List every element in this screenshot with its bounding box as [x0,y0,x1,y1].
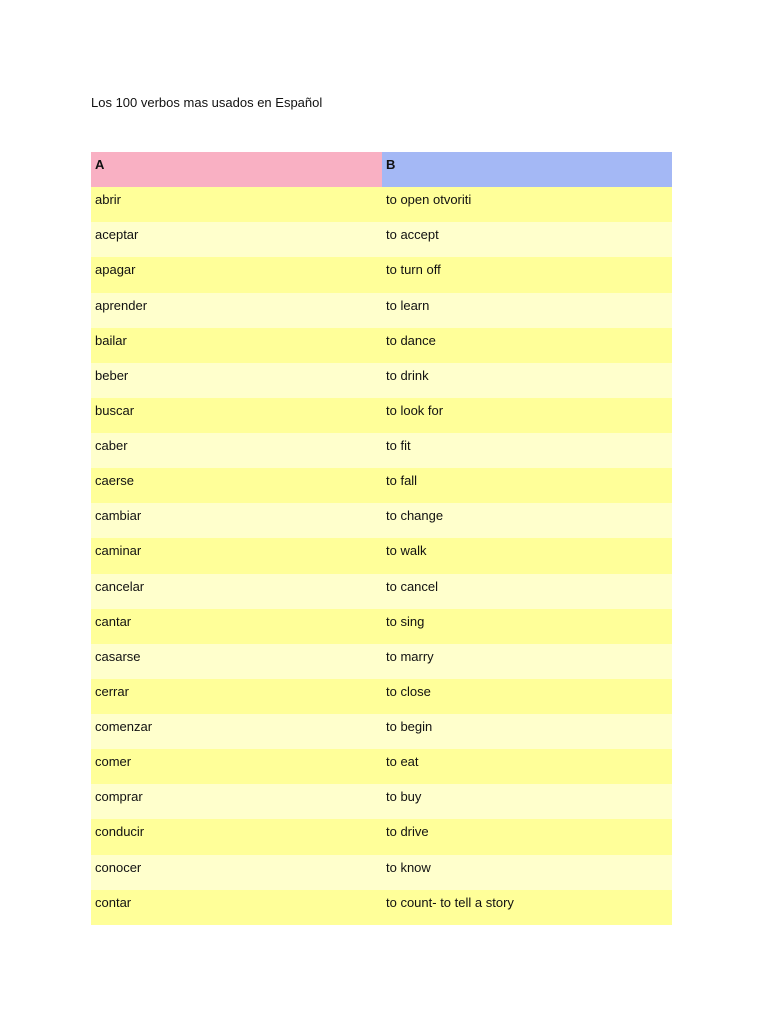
spanish-verb-cell: casarse [91,644,382,679]
english-translation-cell: to know [382,855,672,890]
table-row [91,679,672,714]
column-header-a: A [91,152,382,187]
spanish-verb-cell: cerrar [91,679,382,714]
spanish-verb-cell: abrir [91,187,382,222]
spanish-verb-cell: apagar [91,257,382,292]
english-translation-cell: to learn [382,293,672,328]
english-translation-cell: to drive [382,819,672,854]
spanish-verb-cell: conocer [91,855,382,890]
table-row [91,890,672,925]
table-row [91,398,672,433]
column-header-b: B [382,152,672,187]
table-row [91,468,672,503]
spanish-verb-cell: caerse [91,468,382,503]
table-row [91,222,672,257]
english-translation-cell: to sing [382,609,672,644]
table-row [91,609,672,644]
table-row [91,749,672,784]
spanish-verb-cell: comprar [91,784,382,819]
spanish-verb-cell: comer [91,749,382,784]
english-translation-cell: to fit [382,433,672,468]
table-row [91,293,672,328]
spanish-verb-cell: contar [91,890,382,925]
table-row [91,644,672,679]
english-translation-cell: to dance [382,328,672,363]
page-title: Los 100 verbos mas usados en Español [91,95,323,110]
english-translation-cell: to walk [382,538,672,573]
english-translation-cell: to cancel [382,574,672,609]
english-translation-cell: to open otvoriti [382,187,672,222]
english-translation-cell: to buy [382,784,672,819]
english-translation-cell: to eat [382,749,672,784]
table-row [91,538,672,573]
table-header-row [91,152,672,187]
spanish-verb-cell: bailar [91,328,382,363]
english-translation-cell: to drink [382,363,672,398]
spanish-verb-cell: cancelar [91,574,382,609]
table-row [91,714,672,749]
english-translation-cell: to look for [382,398,672,433]
table-row [91,257,672,292]
table-row [91,363,672,398]
english-translation-cell: to marry [382,644,672,679]
table-row [91,819,672,854]
spanish-verb-cell: cantar [91,609,382,644]
english-translation-cell: to close [382,679,672,714]
spanish-verb-cell: comenzar [91,714,382,749]
english-translation-cell: to count- to tell a story [382,890,672,925]
spanish-verb-cell: beber [91,363,382,398]
spanish-verb-cell: aprender [91,293,382,328]
table-row [91,187,672,222]
table-row [91,784,672,819]
vocabulary-table [91,152,672,925]
spanish-verb-cell: caber [91,433,382,468]
spanish-verb-cell: caminar [91,538,382,573]
table-body [91,187,672,925]
english-translation-cell: to accept [382,222,672,257]
english-translation-cell: to fall [382,468,672,503]
spanish-verb-cell: buscar [91,398,382,433]
english-translation-cell: to turn off [382,257,672,292]
spanish-verb-cell: cambiar [91,503,382,538]
english-translation-cell: to begin [382,714,672,749]
table-row [91,433,672,468]
table-row [91,855,672,890]
table-row [91,574,672,609]
table-row [91,328,672,363]
spanish-verb-cell: conducir [91,819,382,854]
table-row [91,503,672,538]
spanish-verb-cell: aceptar [91,222,382,257]
english-translation-cell: to change [382,503,672,538]
